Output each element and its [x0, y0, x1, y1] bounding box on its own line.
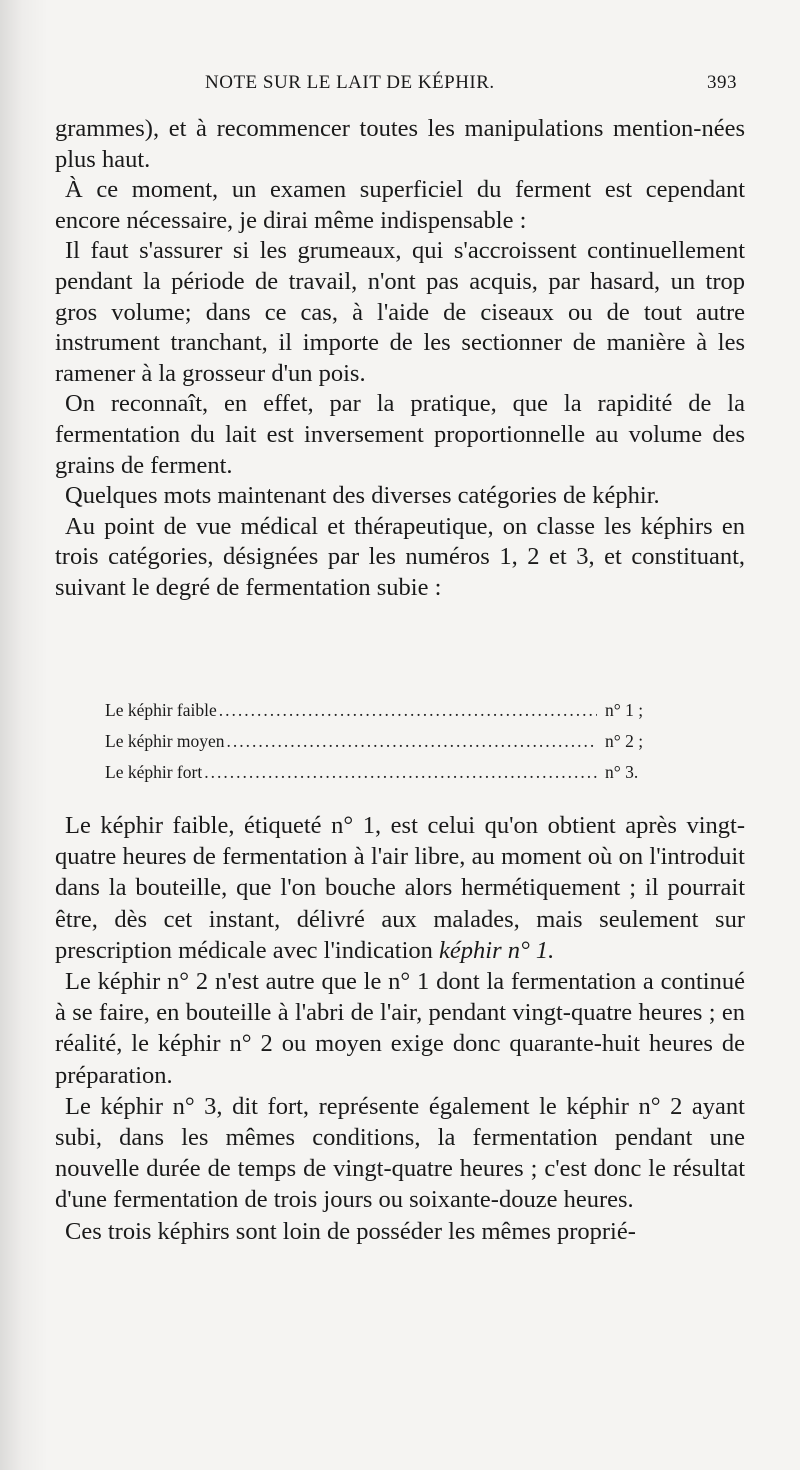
paragraph: Il faut s'assurer si les grumeaux, qui s'accroissent continuellement pendant la période de travail, n'ont pas acquis, par hasard, un trop gros volume; dans ce cas, à l'aide de ciseaux ou de tout autre instrument tranchant, il importe de les sectionner de manière à les ramener à la grosseur d'un pois.: [55, 237, 745, 387]
dot-leader: [204, 762, 597, 783]
dot-leader: [219, 700, 597, 721]
category-label: Le képhir faible: [105, 700, 217, 720]
paragraph: Quelques mots maintenant des diverses catégories de képhir.: [65, 482, 660, 510]
paragraph: À ce moment, un examen superficiel du ferment est cependant encore nécessaire, je dirai même indispensable :: [55, 176, 745, 234]
paragraph: [55, 810, 745, 966]
running-title: NOTE SUR LE LAIT DE KÉPHIR.: [205, 72, 495, 93]
body-text-top: [55, 114, 745, 604]
paragraph: Le képhir n° 2 n'est autre que le n° 1 dont la fermentation a continué à se faire, en bouteille à l'abri de l'air, pendant vingt-quatre heures ; en réalité, le képhir n° 2 ou moyen exige donc quarante-huit heures de préparation.: [55, 968, 745, 1089]
page-number: 393: [707, 72, 737, 93]
paragraph: Au point de vue médical et thérapeutique, on classe les képhirs en trois catégories, désignées par les numéros 1, 2 et 3, et constituant, suivant le degré de fermentation subie :: [55, 512, 745, 601]
category-label: Le képhir moyen: [105, 731, 225, 751]
list-item: [105, 762, 665, 793]
page-header: [55, 72, 745, 102]
list-item: [105, 731, 665, 762]
body-text-bottom: [55, 810, 745, 1247]
paragraph: Ces trois képhirs sont loin de posséder les mêmes proprié-: [65, 1217, 636, 1245]
italic-indication: képhir n° 1.: [439, 936, 555, 964]
paragraph-continuation: grammes), et à recommencer toutes les manipulations mention-nées plus haut.: [55, 115, 745, 173]
paragraph-text: Le képhir faible, étiqueté n° 1, est celui qu'on obtient après vingt-quatre heures de fermentation à l'air libre, au moment où on l'introduit dans la bouteille, que l'on bouche alors hermétiquement ; il pourrait être, dès cet instant, délivré aux malades, mais seulement sur prescription médicale avec l'indication: [55, 812, 745, 964]
category-label: Le képhir fort: [105, 762, 203, 782]
kephir-categories-list: [105, 700, 665, 793]
dot-leader: [227, 731, 597, 752]
paragraph: Le képhir n° 3, dit fort, représente également le képhir n° 2 ayant subi, dans les mêmes conditions, la fermentation pendant une nouvelle durée de temps de vingt-quatre heures ; c'est donc le résultat d'une fermentation de trois jours ou soixante-douze heures.: [55, 1092, 745, 1214]
category-number: n° 3.: [605, 762, 639, 782]
category-number: n° 2 ;: [605, 731, 644, 751]
list-item: [105, 700, 665, 731]
category-number: n° 1 ;: [605, 700, 644, 720]
paragraph: On reconnaît, en effet, par la pratique, que la rapidité de la fermentation du lait est inversement proportionnelle au volume des grains de ferment.: [55, 390, 745, 479]
